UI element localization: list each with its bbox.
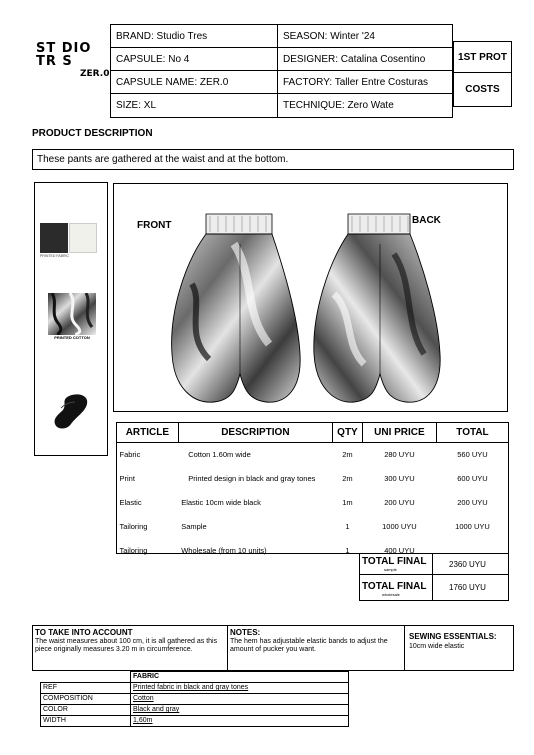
col-qty: QTY: [333, 423, 363, 443]
season-cell: SEASON: Winter '24: [277, 24, 453, 48]
fabric-value-width: 1,60m: [133, 717, 153, 724]
row-article: Print: [119, 474, 135, 483]
fabric-value-cell: [130, 715, 349, 727]
row-article: Tailoring: [119, 522, 148, 531]
fabric-table: [40, 671, 349, 728]
total-final-sample-value: 2360 UYU: [449, 560, 486, 569]
sewing-essentials-box: [404, 625, 514, 671]
col-total: TOTAL: [436, 423, 508, 443]
fabric-header: FABRIC: [133, 673, 160, 680]
total-final-sample-sub: sample: [384, 567, 397, 572]
row-total: 600 UYU: [457, 474, 488, 483]
row-unit-price: 1000 UYU: [382, 522, 417, 531]
fabric-label-width: WIDTH: [43, 717, 66, 724]
row-total: 1000 UYU: [455, 522, 490, 531]
row-qty: 1: [345, 546, 350, 555]
front-view: [172, 214, 301, 402]
capsule-name-cell: CAPSULE NAME: ZER.0: [110, 70, 278, 94]
row-qty: 1: [345, 522, 350, 531]
technique-cell: TECHNIQUE: Zero Wate: [277, 93, 453, 118]
row-description: Wholesale (from 10 units): [181, 546, 267, 555]
total-final-wholesale-value: 1760 UYU: [449, 583, 486, 592]
printed-swatch-image: [48, 293, 96, 335]
logo-line2: TR S: [36, 54, 73, 69]
row-description: Cotton 1.60m wide: [188, 450, 251, 460]
row-description: Printed design in black and gray tones: [188, 474, 316, 483]
divider: [432, 575, 433, 600]
capsule-cell: CAPSULE: No 4: [110, 47, 278, 71]
col-description: DESCRIPTION: [178, 423, 332, 443]
row-qty: 2m: [342, 474, 353, 483]
take-into-account-title: TO TAKE INTO ACCOUNT: [35, 628, 133, 637]
row-qty: 2m: [342, 450, 353, 460]
fabric-value-composition: Cotton: [133, 695, 154, 702]
fabric-label-composition: COMPOSITION: [43, 695, 93, 702]
technical-drawing-panel: [113, 183, 508, 412]
total-final-wholesale-box: [359, 574, 509, 601]
divider: [432, 554, 433, 574]
factory-cell: FACTORY: Taller Entre Costuras: [277, 70, 453, 94]
table-row: [117, 491, 509, 515]
row-article: Fabric: [119, 450, 141, 460]
total-final-wholesale-sub: wholesale: [382, 592, 400, 597]
row-article: Tailoring: [119, 546, 148, 555]
logo-line1: ST DIO: [36, 41, 92, 56]
row-unit-price: 300 UYU: [384, 474, 415, 483]
fabric-label-color: COLOR: [43, 706, 68, 713]
product-description-heading: PRODUCT DESCRIPTION: [32, 128, 153, 139]
sewing-essentials-title: SEWING ESSENTIALS:: [409, 632, 497, 641]
sewing-essentials-text: 10cm wide elastic: [409, 643, 465, 650]
take-into-account-text: The waist measures about 100 cm, it is all gathered as this piece originally measures 3.20 m in circumference.: [35, 638, 218, 654]
studio-tres-logo: [36, 41, 110, 83]
notes-box: [227, 625, 405, 671]
logo-line3: ZER.0: [80, 69, 110, 79]
row-unit-price: 200 UYU: [384, 498, 415, 507]
total-final-sample-box: [359, 553, 509, 575]
back-label: BACK: [412, 215, 441, 226]
brand-cell: BRAND: Studio Tres: [110, 24, 278, 48]
table-row: [117, 467, 509, 491]
swatch1-caption: PRINTED FABRIC: [40, 254, 69, 258]
swatch-panel: [34, 182, 108, 456]
front-label: FRONT: [137, 220, 172, 231]
take-into-account-box: [32, 625, 228, 671]
fabric-value-color: Black and gray: [133, 706, 180, 713]
table-row: [117, 515, 509, 539]
total-final-wholesale-label: TOTAL FINAL: [362, 581, 427, 592]
row-article: Elastic: [119, 498, 142, 507]
table-row: [117, 443, 509, 467]
row-description: Sample: [181, 522, 207, 531]
row-total: 200 UYU: [457, 498, 488, 507]
header-grid: [110, 24, 453, 118]
back-view: [314, 214, 440, 402]
first-prototype-box: 1ST PROT: [453, 41, 512, 73]
col-article: ARTICLE: [117, 423, 179, 443]
designer-cell: DESIGNER: Catalina Cosentino: [277, 47, 453, 71]
notes-text: The hem has adjustable elastic bands to adjust the amount of pucker you want.: [230, 638, 388, 654]
row-total: 560 UYU: [457, 450, 488, 460]
white-fabric-swatch: [69, 223, 97, 253]
swatch2-caption: PRINTED COTTON: [54, 335, 90, 340]
size-cell: SIZE: XL: [110, 93, 278, 118]
pants-drawing: [114, 184, 507, 411]
col-unit-price: UNI PRICE: [362, 423, 436, 443]
costs-box: COSTS: [453, 72, 512, 107]
product-description-text: These pants are gathered at the waist and at the bottom.: [32, 149, 514, 170]
row-qty: 1m: [342, 498, 353, 507]
article-table-header: [117, 423, 509, 443]
elastic-band-image: [49, 390, 95, 432]
fabric-label-cell: [40, 715, 131, 727]
row-unit-price: 280 UYU: [384, 450, 415, 460]
fabric-value-ref: Printed fabric in black and gray tones: [133, 684, 249, 691]
black-fabric-swatch: [40, 223, 68, 253]
article-cost-table: [116, 422, 509, 563]
row-description: Elastic 10cm wide black: [181, 498, 261, 507]
notes-title: NOTES:: [230, 628, 261, 637]
fabric-label-ref: REF: [43, 684, 57, 691]
total-final-sample-label: TOTAL FINAL: [362, 556, 427, 567]
row-unit-price: 400 UYU: [384, 546, 415, 555]
